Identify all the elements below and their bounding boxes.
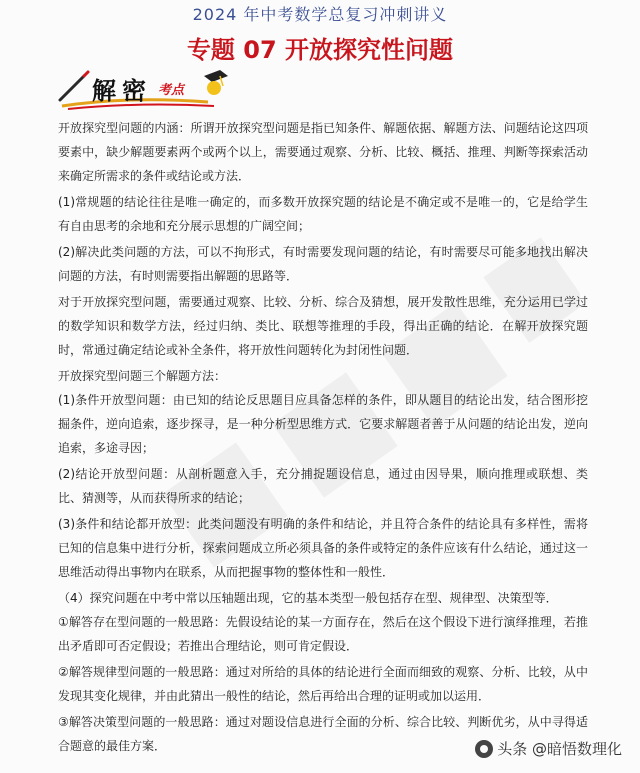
paragraph-method-3: (3)条件和结论都开放型：此类问题没有明确的条件和结论，并且符合条件的结论具有多样性，需将已知的信息集中进行分析，探索问题成立所必须具备的条件或特定的条件应该有什么结论，通过这一思维活动得出事物内在联系，从而把握事物的整体性和一般性． [58,517,588,579]
paragraph-decision: ③解答决策型问题的一般思路：通过对题设信息进行全面的分析、综合比较、判断优劣，从中寻得适合题意的最佳方案． [58,715,588,753]
footer-attribution [475,738,622,759]
badge-char-2: 密 [122,76,146,105]
paragraph-pattern: ②解答规律型问题的一般思路：通过对所给的具体的结论进行全面而细致的观察、分析、比较，从中发现其变化规律，并由此猜出一般性的结论，然后再给出合理的证明或加以运用． [58,665,588,703]
paragraph-existence: ①解答存在型问题的一般思路：先假设结论的某一方面存在，然后在这个假设下进行演绎推理，若推出矛盾即可否定假设；若推出合理结论，则可肯定假设． [58,615,588,653]
badge-char-1: 解 [92,76,116,105]
section-badge [58,62,228,112]
series-title: 2024 年中考数学总复习冲刺讲义 [192,5,448,24]
toutiao-logo-icon [475,740,493,758]
paragraph-methods-heading: 开放探究型问题三个解题方法： [58,369,227,383]
paragraph-point-1: (1)常规题的结论往往是唯一确定的，而多数开放探究题的结论是不确定或不是唯一的，它是给学生有自由思考的余地和充分展示思想的广阔空间； [58,195,588,233]
paragraph-method-1: (1)条件开放型问题：由已知的结论反思题目应具备怎样的条件，即从题目的结论出发，结合图形挖掘条件，逆向追索，逐步探寻，是一种分析型思维方式．它要求解题者善于从问题的结论出发，逆向追索，多途寻因； [58,393,588,455]
paragraph-method-2: (2)结论开放型问题：从剖析题意入手，充分捕捉题设信息，通过由因导果，顺向推理或联想、类比、猜测等，从而获得所求的结论； [58,467,588,505]
paragraph-approach: 对于开放探究型问题，需要通过观察、比较、分析、综合及猜想，展开发散性思维，充分运用已学过的数学知识和数学方法，经过归纳、类比、联想等推理的手段，得出正确的结论．在解开放探究题时，常通过确定结论或补全条件，将开放性问题转化为封闭性问题． [58,295,588,357]
badge-subtext: 考点 [158,83,185,98]
paragraph-method-4: （4）探究问题在中考中常以压轴题出现，它的基本类型一般包括存在型、规律型、决策型等． [58,591,558,605]
paragraph-intro: 开放探究型问题的内涵：所谓开放探究型问题是指已知条件、解题依据、解题方法、问题结论这四项要素中，缺少解题要素两个或两个以上，需要通过观察、分析、比较、概括、推理、判断等探索活动来确定所需求的条件或结论或方法． [58,121,588,183]
document-body [58,116,588,760]
paragraph-point-2: (2)解决此类问题的方法，可以不拘形式，有时需要发现问题的结论，有时需要尽可能多地找出解决问题的方法，有时则需要指出解题的思路等． [58,245,588,283]
footer-text: 头条 @暗悟数理化 [497,740,622,758]
topic-title: 专题 07 开放探究性问题 [186,36,454,64]
